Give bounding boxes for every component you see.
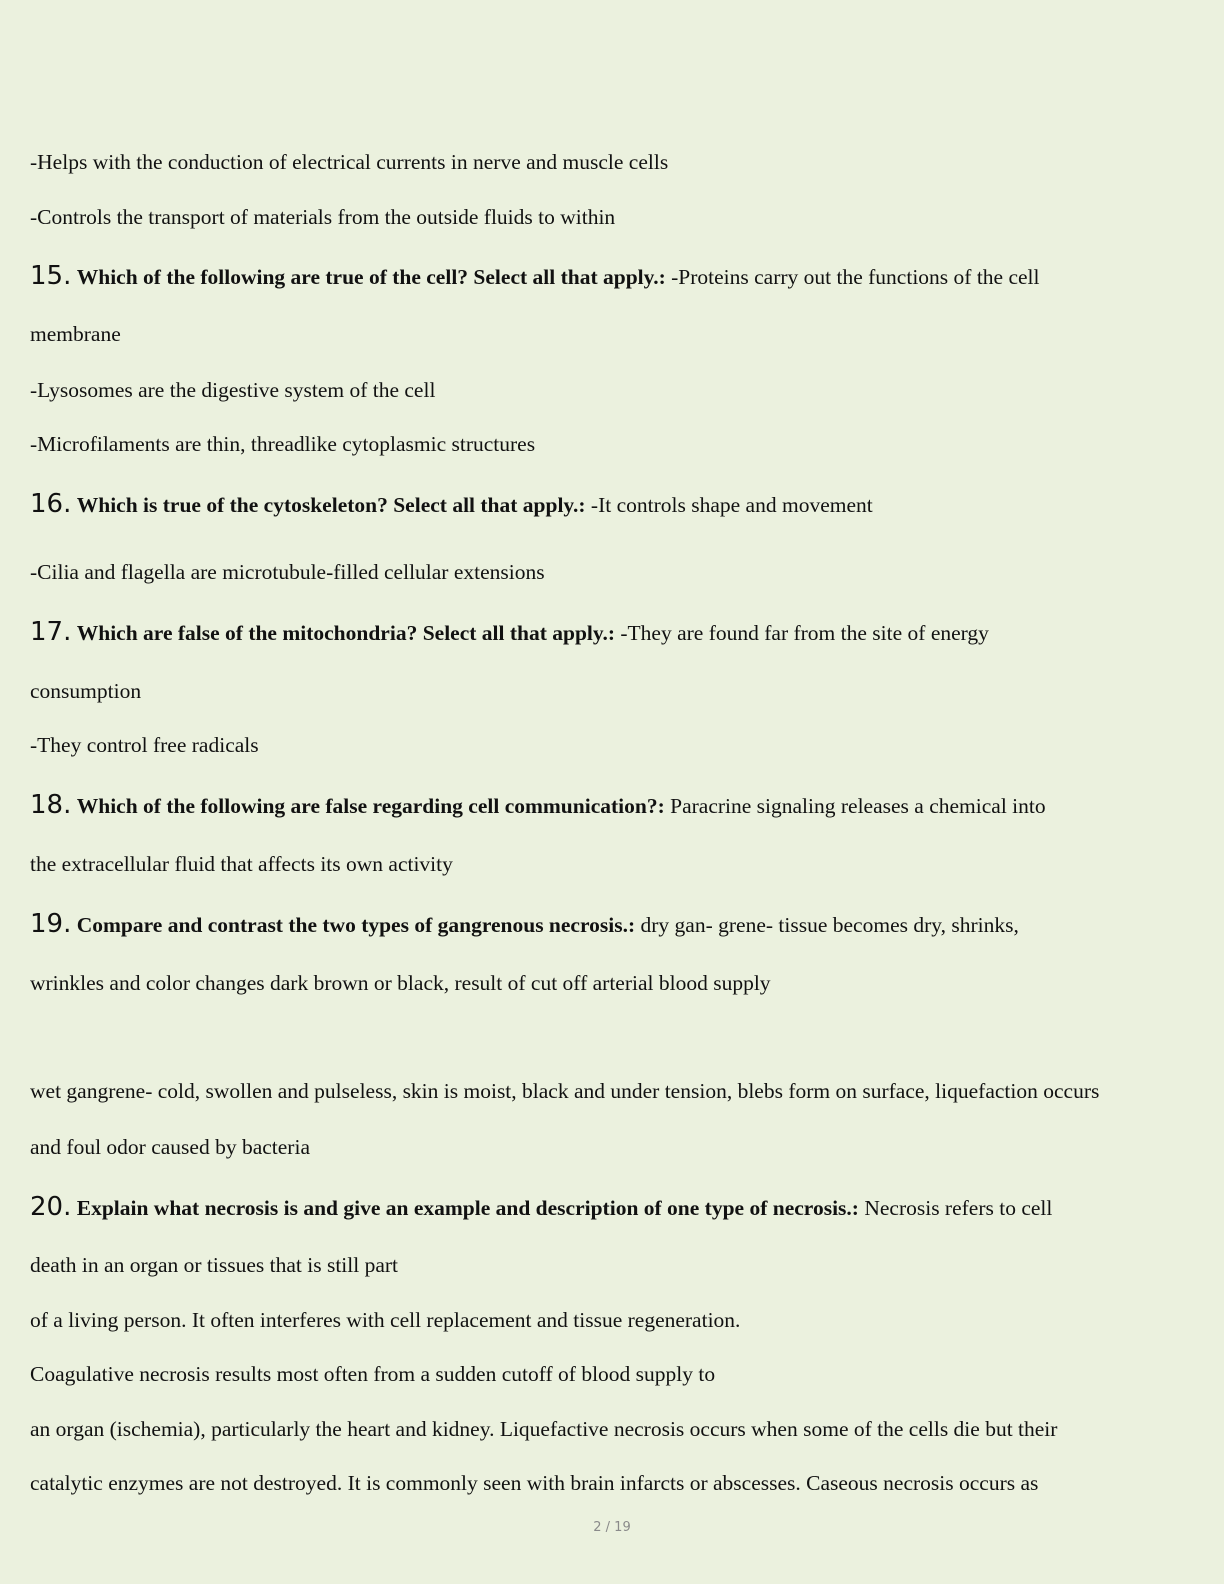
question-20 — [30, 1193, 1052, 1222]
answer-line: catalytic enzymes are not destroyed. It is commonly seen with brain infarcts or abscesses. Caseous necrosis occurs as — [30, 1471, 1039, 1495]
answer-line: -Cilia and flagella are microtubule-filled cellular extensions — [30, 560, 545, 584]
page-indicator: 2 / 19 — [593, 1520, 631, 1535]
question-text: Explain what necrosis is and give an example and description of one type of necrosis.: — [76, 1196, 859, 1220]
answer-text: -Proteins carry out the functions of the cell — [671, 265, 1040, 289]
answer-text: Necrosis refers to cell — [864, 1196, 1053, 1220]
answer-text: dry gan- grene- tissue becomes dry, shrinks, — [640, 913, 1019, 937]
question-number: 18. — [30, 790, 72, 820]
question-15 — [30, 262, 1040, 291]
answer-line: death in an organ or tissues that is still part — [30, 1253, 399, 1277]
question-text: Compare and contrast the two types of gangrenous necrosis.: — [76, 913, 636, 937]
answer-line: an organ (ischemia), particularly the heart and kidney. Liquefactive necrosis occurs when some of the cells die but their — [30, 1417, 1058, 1441]
answer-line: consumption — [30, 679, 142, 703]
answer-line: membrane — [30, 322, 121, 346]
question-number: 17. — [30, 617, 72, 647]
question-number: 15. — [30, 261, 72, 291]
question-number: 16. — [30, 489, 72, 519]
question-16 — [30, 490, 873, 519]
answer-line: Coagulative necrosis results most often from a sudden cutoff of blood supply to — [30, 1362, 716, 1386]
answer-line: -Lysosomes are the digestive system of the cell — [30, 378, 436, 402]
question-number: 20. — [30, 1192, 72, 1222]
question-17 — [30, 618, 989, 647]
answer-text: -It controls shape and movement — [590, 493, 873, 517]
question-text: Which of the following are true of the cell? Select all that apply.: — [76, 265, 666, 289]
answer-line: wrinkles and color changes dark brown or black, result of cut off arterial blood supply — [30, 971, 771, 995]
answer-text: -They are found far from the site of energy — [620, 621, 989, 645]
question-text: Which is true of the cytoskeleton? Select all that apply.: — [76, 493, 586, 517]
answer-line: of a living person. It often interferes with cell replacement and tissue regeneration. — [30, 1308, 741, 1332]
question-text: Which are false of the mitochondria? Select all that apply.: — [76, 621, 616, 645]
answer-line: -Microfilaments are thin, threadlike cytoplasmic structures — [30, 432, 536, 456]
answer-text: Paracrine signaling releases a chemical into — [670, 794, 1046, 818]
answer-line: wet gangrene- cold, swollen and pulseless, skin is moist, black and under tension, blebs form on surface, liquefaction occurs — [30, 1079, 1100, 1103]
question-text: Which of the following are false regarding cell communication?: — [76, 794, 665, 818]
question-19 — [30, 910, 1019, 939]
answer-line: and foul odor caused by bacteria — [30, 1135, 310, 1159]
question-number: 19. — [30, 909, 72, 939]
answer-line: -Controls the transport of materials from the outside fluids to within — [30, 205, 616, 229]
answer-line: -Helps with the conduction of electrical currents in nerve and muscle cells — [30, 150, 669, 174]
question-18 — [30, 791, 1046, 820]
answer-line: the extracellular fluid that affects its own activity — [30, 852, 453, 876]
answer-line: -They control free radicals — [30, 733, 259, 757]
